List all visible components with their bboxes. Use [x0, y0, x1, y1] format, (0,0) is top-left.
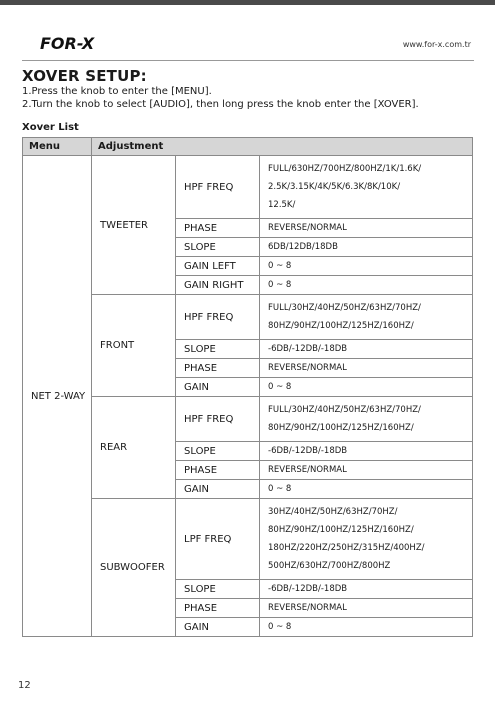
- value-line: FULL/30HZ/40HZ/50HZ/63HZ/70HZ/: [268, 405, 421, 415]
- svg-text:FOR-X: FOR-X: [40, 34, 95, 52]
- value-line: FULL/630HZ/700HZ/800HZ/1K/1.6K/: [268, 164, 422, 174]
- xover-table: [22, 137, 473, 637]
- value-line: 12.5K/: [268, 200, 296, 210]
- header-menu: Menu: [23, 138, 92, 156]
- page-title: XOVER SETUP:: [22, 67, 147, 85]
- brand-logo: [40, 34, 140, 52]
- menu-cell: NET 2-WAY: [23, 156, 92, 637]
- value-line: 0 ~ 8: [268, 261, 292, 271]
- value-cell: [260, 397, 473, 442]
- page-number: 12: [18, 680, 31, 691]
- setting-cell: SLOPE: [176, 340, 260, 359]
- value-line: REVERSE/NORMAL: [268, 223, 347, 233]
- value-line: 80HZ/90HZ/100HZ/125HZ/160HZ/: [268, 321, 414, 331]
- value-line: -6DB/-12DB/-18DB: [268, 584, 348, 594]
- value-cell: [260, 618, 473, 637]
- value-cell: [260, 461, 473, 480]
- setting-cell: GAIN: [176, 378, 260, 397]
- header-divider: [22, 60, 474, 61]
- setting-cell: PHASE: [176, 461, 260, 480]
- value-line: 0 ~ 8: [268, 484, 292, 494]
- value-cell: [260, 238, 473, 257]
- setting-cell: GAIN: [176, 618, 260, 637]
- value-line: FULL/30HZ/40HZ/50HZ/63HZ/70HZ/: [268, 303, 421, 313]
- value-line: 2.5K/3.15K/4K/5K/6.3K/8K/10K/: [268, 182, 401, 192]
- value-line: 0 ~ 8: [268, 280, 292, 290]
- list-title: Xover List: [22, 122, 79, 133]
- top-bar: [0, 0, 495, 5]
- value-cell: [260, 599, 473, 618]
- value-cell: [260, 480, 473, 499]
- value-cell: [260, 156, 473, 219]
- value-line: 80HZ/90HZ/100HZ/125HZ/160HZ/: [268, 525, 414, 535]
- setting-cell: LPF FREQ: [176, 499, 260, 580]
- setting-cell: PHASE: [176, 599, 260, 618]
- group-cell: SUBWOOFER: [92, 499, 176, 637]
- header-adjustment: Adjustment: [92, 138, 473, 156]
- setting-cell: HPF FREQ: [176, 156, 260, 219]
- setting-cell: GAIN RIGHT: [176, 276, 260, 295]
- value-line: REVERSE/NORMAL: [268, 465, 347, 475]
- step-1: 1.Press the knob to enter the [MENU].: [22, 86, 212, 97]
- setting-cell: PHASE: [176, 359, 260, 378]
- setting-cell: GAIN: [176, 480, 260, 499]
- value-cell: [260, 340, 473, 359]
- value-cell: [260, 359, 473, 378]
- value-cell: [260, 378, 473, 397]
- value-cell: [260, 499, 473, 580]
- value-line: 500HZ/630HZ/700HZ/800HZ: [268, 561, 391, 571]
- setting-cell: SLOPE: [176, 580, 260, 599]
- value-cell: [260, 276, 473, 295]
- value-cell: [260, 442, 473, 461]
- setting-cell: PHASE: [176, 219, 260, 238]
- value-line: -6DB/-12DB/-18DB: [268, 446, 348, 456]
- setting-cell: SLOPE: [176, 238, 260, 257]
- value-cell: [260, 580, 473, 599]
- group-cell: TWEETER: [92, 156, 176, 295]
- value-cell: [260, 257, 473, 276]
- setting-cell: HPF FREQ: [176, 295, 260, 340]
- setting-cell: GAIN LEFT: [176, 257, 260, 276]
- value-cell: [260, 219, 473, 238]
- value-line: 0 ~ 8: [268, 622, 292, 632]
- value-line: 0 ~ 8: [268, 382, 292, 392]
- step-2: 2.Turn the knob to select [AUDIO], then long press the knob enter the [XOVER].: [22, 99, 419, 110]
- setting-cell: SLOPE: [176, 442, 260, 461]
- website-url: www.for-x.com.tr: [402, 40, 471, 49]
- group-cell: REAR: [92, 397, 176, 499]
- value-cell: [260, 295, 473, 340]
- group-cell: FRONT: [92, 295, 176, 397]
- value-line: -6DB/-12DB/-18DB: [268, 344, 348, 354]
- value-line: REVERSE/NORMAL: [268, 363, 347, 373]
- value-line: 80HZ/90HZ/100HZ/125HZ/160HZ/: [268, 423, 414, 433]
- table-header-row: [23, 138, 473, 156]
- value-line: 180HZ/220HZ/250HZ/315HZ/400HZ/: [268, 543, 425, 553]
- value-line: 30HZ/40HZ/50HZ/63HZ/70HZ/: [268, 507, 398, 517]
- value-line: 6DB/12DB/18DB: [268, 242, 338, 252]
- table-row: [23, 156, 473, 219]
- value-line: REVERSE/NORMAL: [268, 603, 347, 613]
- setting-cell: HPF FREQ: [176, 397, 260, 442]
